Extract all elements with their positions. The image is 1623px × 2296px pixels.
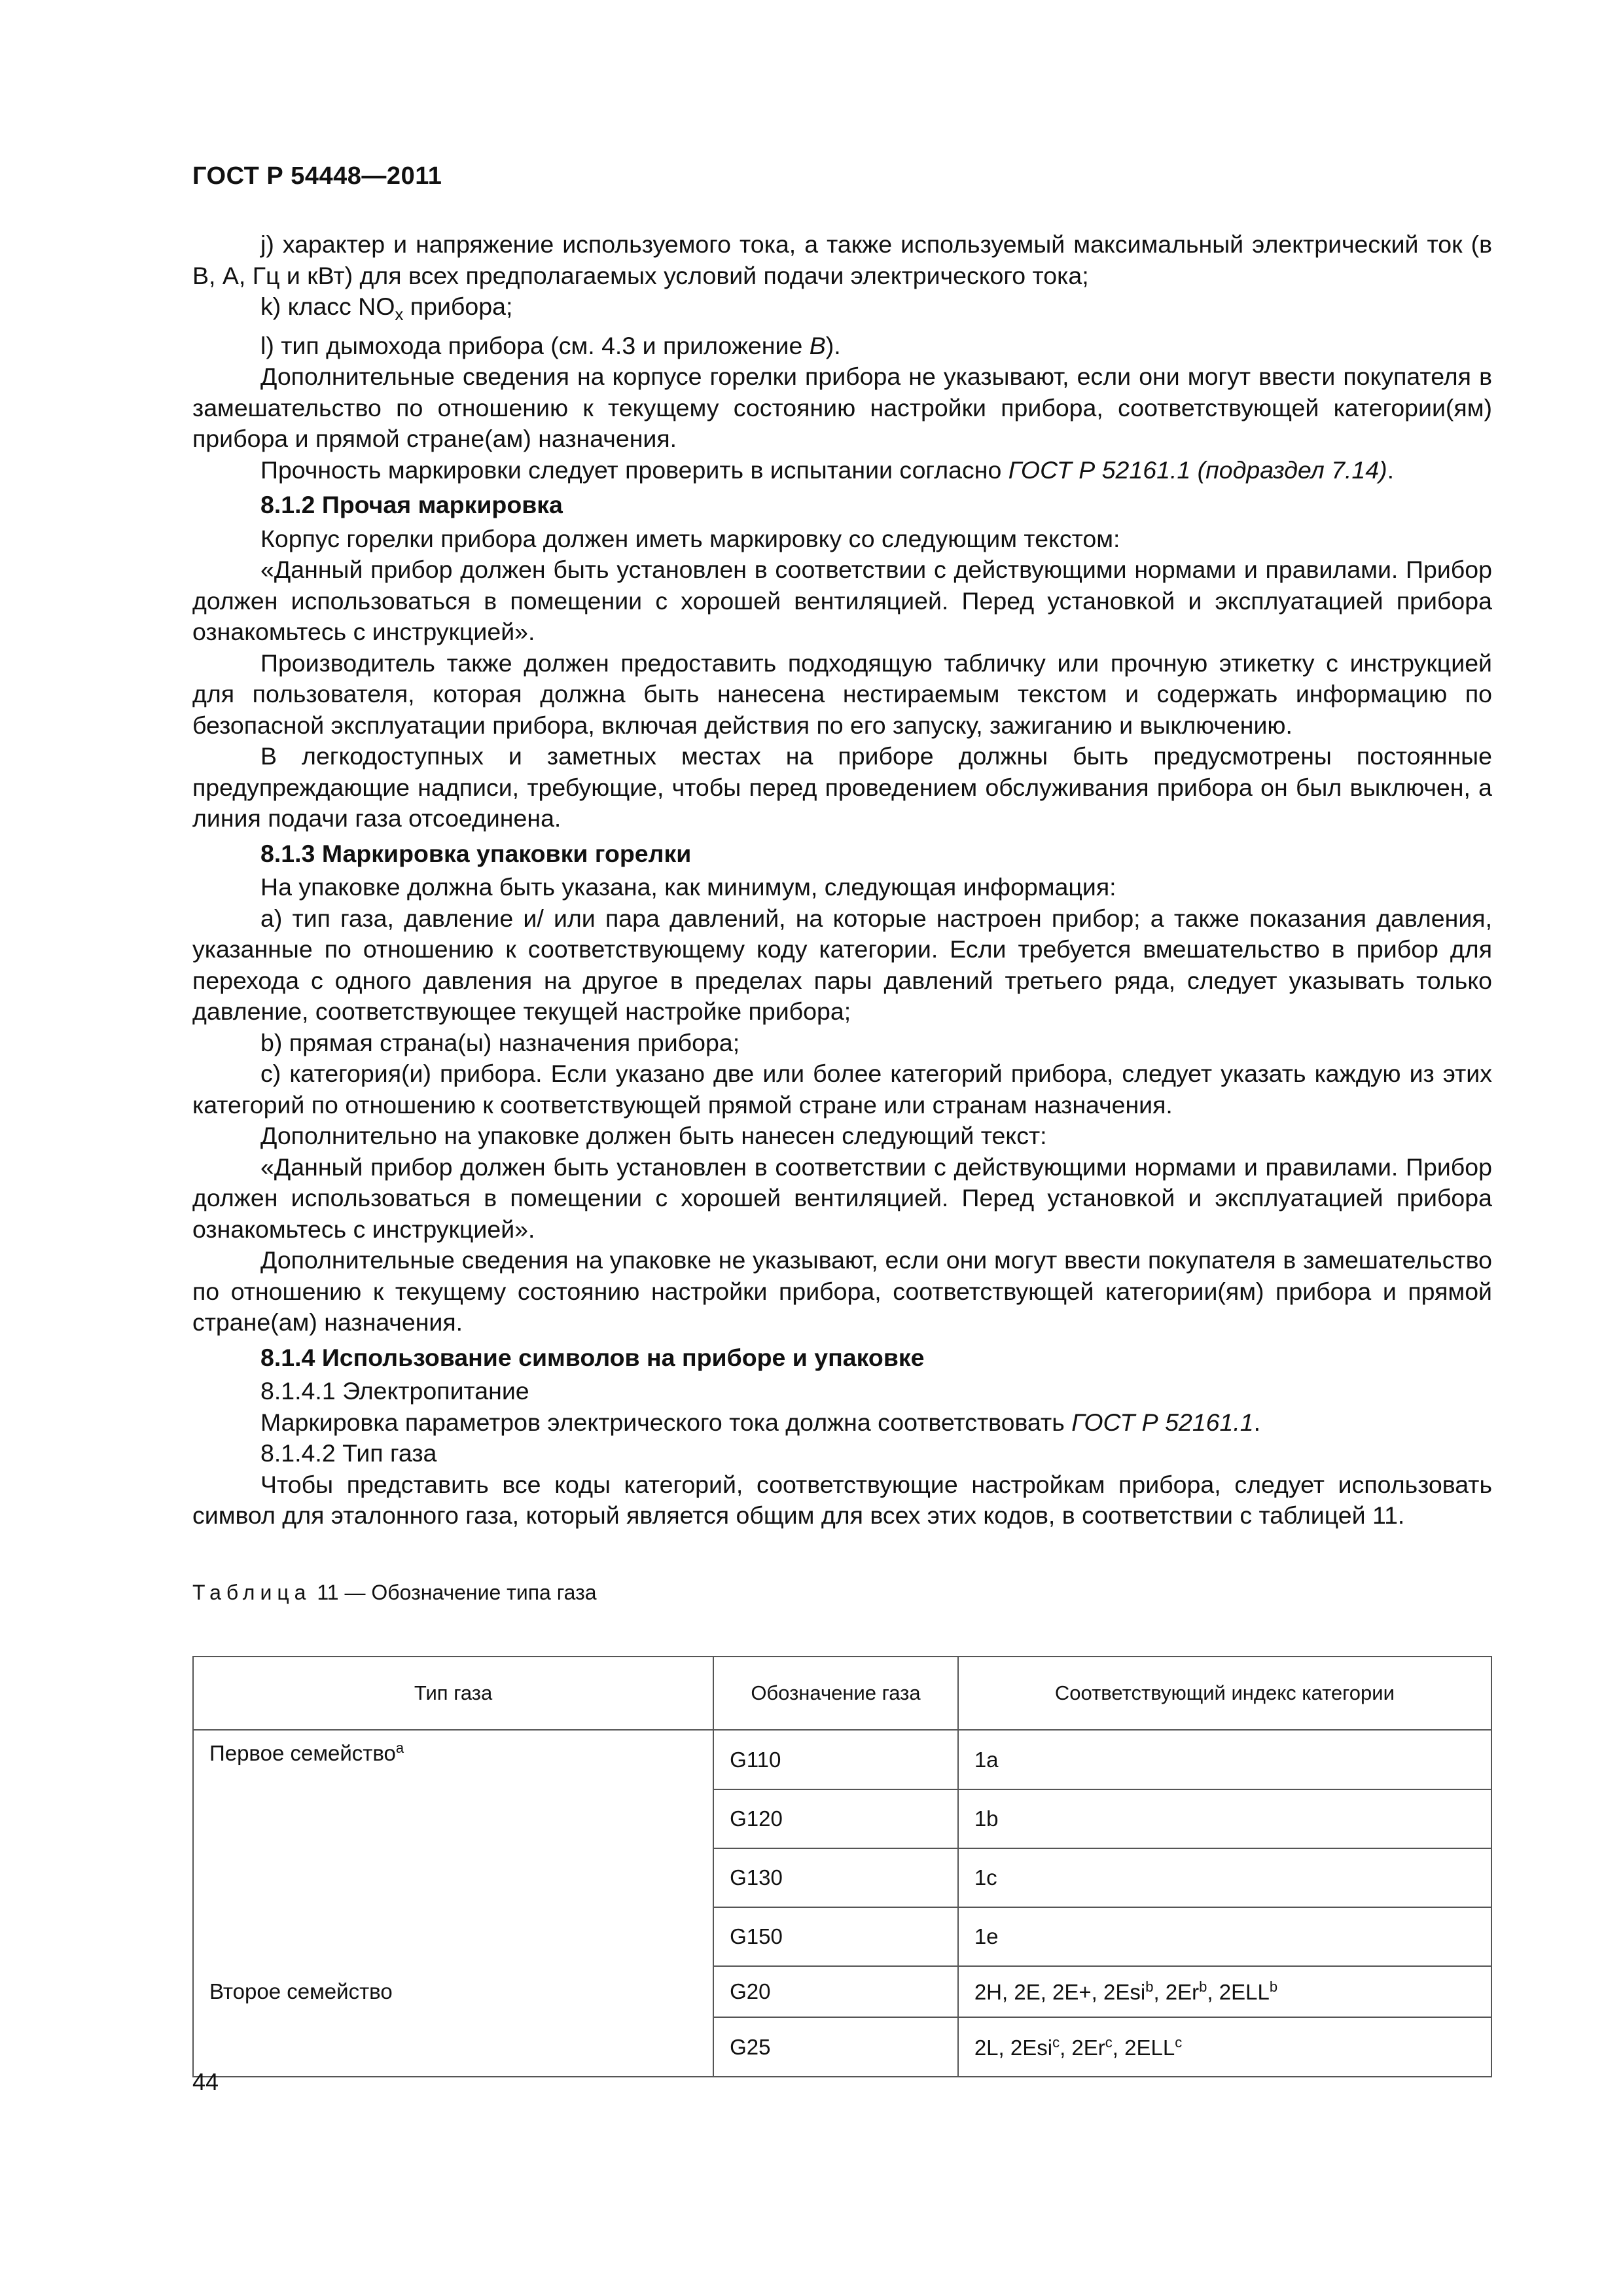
header-category-index: Соответствующий индекс категории	[958, 1657, 1491, 1730]
paragraph-8-1-3-4: Дополнительные сведения на упаковке не указывают, если они могут ввести покупателя в замешательство по отношению к текущему состоянию настройки прибора, соответствующей категории(ям) прибора и прямой стране(ам) назначения.	[192, 1246, 1492, 1336]
item-k-subscript: x	[395, 304, 404, 324]
item-l-prefix: l) тип дымохода прибора (см. 4.3 и приложение	[260, 331, 810, 359]
category-index: 1a	[958, 1730, 1491, 1789]
paragraph-8-1-2-1: Корпус горелки прибора должен иметь маркировку со следующим текстом:	[260, 524, 1120, 552]
family-label: Первое семейство	[209, 1741, 396, 1765]
paragraph-8-1-3-1: На упаковке должна быть указана, как минимум, следующая информация:	[260, 873, 1116, 901]
paragraph-8-1-3-2: Дополнительно на упаковке должен быть нанесен следующий текст:	[260, 1122, 1047, 1149]
footnote-mark: c	[1105, 2034, 1113, 2051]
gas-code: G120	[713, 1789, 958, 1848]
paragraph-8-1-2-4: В легкодоступных и заметных местах на приборе должны быть предусмотрены постоянные предупреждающие надписи, требующие, чтобы перед проведением обслуживания прибора он был выключен, а линия подачи газа отсоединена.	[192, 742, 1492, 832]
item-l	[192, 331, 1492, 362]
paragraph-8-1-2-2: «Данный прибор должен быть установлен в соответствии с действующими нормами и правилами. Прибор должен использоваться в помещении с хорошей вентиляцией. Перед установкой и эксплуатацией прибора ознакомьтесь с инструкцией».	[192, 556, 1492, 645]
table-row	[193, 2017, 1491, 2077]
heading-8-1-3: 8.1.3 Маркировка упаковки горелки	[260, 839, 692, 867]
gas-code: G130	[713, 1848, 958, 1907]
table-caption	[192, 1577, 1492, 1609]
family-label: Второе семейство	[209, 1979, 393, 2003]
item-k-prefix: k) класс NO	[260, 293, 395, 320]
family-cell	[193, 1966, 713, 2017]
strength-prefix: Прочность маркировки следует проверить в испытании согласно	[260, 456, 1008, 484]
table-row	[193, 1907, 1491, 1966]
index-text: , 2Er	[1060, 2035, 1105, 2060]
index-text: , 2ELL	[1112, 2035, 1175, 2060]
subheading-8-1-4-2: 8.1.4.2 Тип газа	[260, 1439, 437, 1467]
strength-reference: ГОСТ Р 52161.1 (подраздел 7.14)	[1008, 456, 1387, 484]
subheading-8-1-4-1: 8.1.4.1 Электропитание	[260, 1377, 529, 1405]
header-gas-type: Тип газа	[193, 1657, 713, 1730]
item-l-italic: B	[809, 331, 826, 359]
category-index: 1c	[958, 1848, 1491, 1907]
document-body	[192, 229, 1492, 1608]
power-suffix: .	[1253, 1408, 1261, 1436]
footnote-mark: b	[1145, 1979, 1154, 1995]
paragraph-8-1-3-3: «Данный прибор должен быть установлен в соответствии с действующими нормами и правилами. Прибор должен использоваться в помещении с хорошей вентиляцией. Перед установкой и эксплуатацией прибора ознакомьтесь с инструкцией».	[192, 1153, 1492, 1243]
gas-code: G150	[713, 1907, 958, 1966]
family-cell	[193, 2017, 713, 2077]
table-header-row	[193, 1657, 1491, 1730]
footnote-mark: c	[1175, 2034, 1183, 2051]
family-cell	[193, 1789, 713, 1848]
gas-code: G110	[713, 1730, 958, 1789]
category-index: 1e	[958, 1907, 1491, 1966]
document-header: ГОСТ Р 54448—2011	[192, 162, 442, 190]
item-j: j) характер и напряжение используемого тока, а также используемый максимальный электрический ток (в В, А, Гц и кВт) для всех предполагаемых условий подачи электрического тока;	[192, 230, 1492, 289]
paragraph-8-1-2-3: Производитель также должен предоставить подходящую табличку или прочную этикетку с инструкцией для пользователя, которая должна быть нанесена нестираемым текстом и содержать информацию по безопасной эксплуатации прибора, включая действия по его запуску, зажиганию и выключению.	[192, 649, 1492, 739]
gas-code: G25	[713, 2017, 958, 2077]
category-index: 1b	[958, 1789, 1491, 1848]
footnote-mark: b	[1199, 1979, 1207, 1995]
table-row	[193, 1730, 1491, 1789]
header-gas-designation: Обозначение газа	[713, 1657, 958, 1730]
paragraph-marking-strength	[192, 455, 1492, 486]
family-footnote-mark: a	[395, 1740, 404, 1756]
index-text: , 2Er	[1153, 1980, 1200, 2004]
power-reference: ГОСТ Р 52161.1	[1071, 1408, 1254, 1436]
paragraph-8-1-4-2: Чтобы представить все коды категорий, соответствующие настройкам прибора, следует использовать символ для эталонного газа, который является общим для всех этих кодов, в соответствии с таблицей 11.	[192, 1470, 1492, 1529]
strength-suffix: .	[1387, 456, 1395, 484]
item-b: b) прямая страна(ы) назначения прибора;	[260, 1028, 740, 1056]
family-cell	[193, 1848, 713, 1907]
item-c: c) категория(и) прибора. Если указано две или более категорий прибора, следует указать каждую из этих категорий по отношению к соответствующей прямой стране или странам назначения.	[192, 1060, 1492, 1119]
item-k	[192, 291, 1492, 331]
heading-8-1-4: 8.1.4 Использование символов на приборе и упаковке	[260, 1343, 925, 1371]
index-text: , 2ELL	[1207, 1980, 1270, 2004]
power-prefix: Маркировка параметров электрического тока должна соответствовать	[260, 1408, 1072, 1436]
heading-8-1-2: 8.1.2 Прочая маркировка	[260, 491, 563, 518]
paragraph-8-1-4-1	[192, 1407, 1492, 1439]
item-k-suffix: прибора;	[403, 293, 513, 320]
family-cell	[193, 1907, 713, 1966]
table-caption-text: 11 — Обозначение типа газа	[311, 1580, 597, 1604]
table-caption-word: Таблица	[192, 1580, 312, 1604]
page-number: 44	[192, 2068, 219, 2095]
gas-code: G20	[713, 1966, 958, 2017]
table-row	[193, 1848, 1491, 1907]
family-cell	[193, 1730, 713, 1789]
table-row	[193, 1966, 1491, 2017]
category-index	[958, 2017, 1491, 2077]
category-index	[958, 1966, 1491, 2017]
footnote-mark: c	[1052, 2034, 1060, 2051]
index-text: 2H, 2E, 2E+, 2Esi	[974, 1980, 1146, 2004]
item-l-suffix: ).	[825, 331, 841, 359]
item-a: а) тип газа, давление и/ или пара давлений, на которые настроен прибор; а также показания давления, указанные по отношению к соответствующему коду категории. Если требуется вмешательство в прибор для перехода с одного давления на другое в пределах пары давлений третьего ряда, следует указывать только давление, соответствующее текущей настройке прибора;	[192, 904, 1492, 1025]
footnote-mark: b	[1269, 1979, 1278, 1995]
gas-type-table	[192, 1656, 1492, 2077]
paragraph-additional-info: Дополнительные сведения на корпусе горелки прибора не указывают, если они могут ввести покупателя в замешательство по отношению к текущему состоянию настройки прибора, соответствующей категории(ям) прибора и прямой стране(ам) назначения.	[192, 363, 1492, 452]
table-row	[193, 1789, 1491, 1848]
index-text: 2L, 2Esi	[974, 2035, 1053, 2060]
